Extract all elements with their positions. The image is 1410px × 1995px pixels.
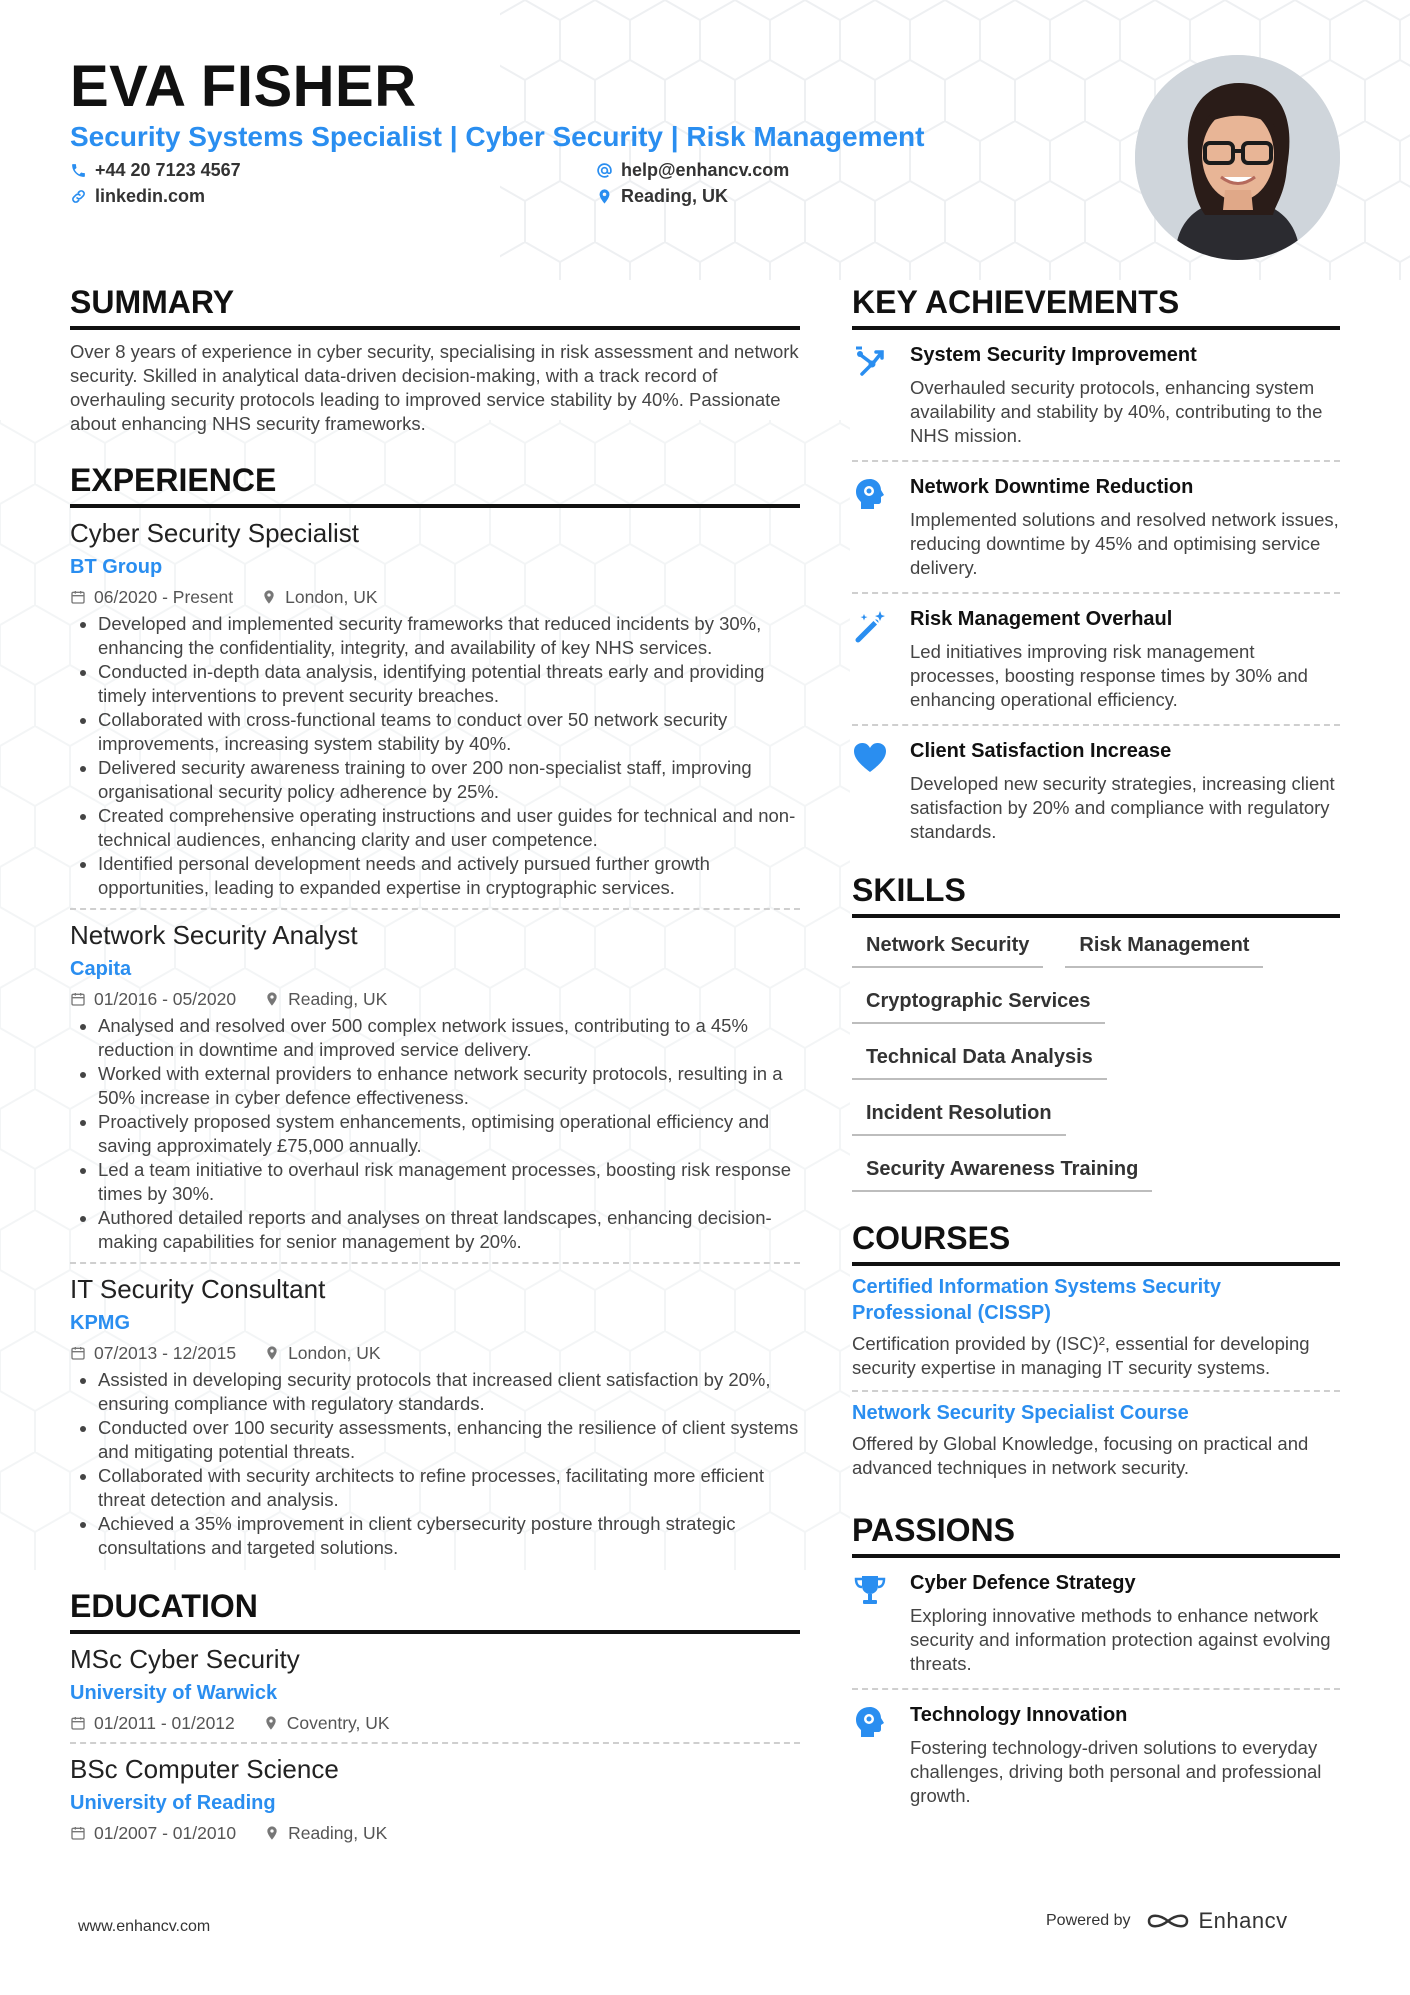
degree-title: MSc Cyber Security [70,1644,300,1674]
bullet-item: • Led a team initiative to overhaul risk management processes, boosting risk response times by 30%. [98,1158,800,1206]
bullet-item: • Created comprehensive operating instructions and user guides for technical and non-technical audiences, enhancing clarity and user competence. [98,804,800,852]
candidate-name: EVA FISHER [70,54,417,119]
course-title: Certified Information Systems Security Professional (CISSP) [852,1276,1221,1324]
job-title: IT Security Consultant [70,1274,326,1304]
footer-branding [1046,1908,1288,1934]
job-meta [70,586,800,608]
passion-desc: Exploring innovative methods to enhance network security and information protection against evolving threats. [910,1605,1331,1674]
job-entry [70,516,800,910]
summary-text: Over 8 years of experience in cyber security, specialising in risk assessment and network security. Skilled in analytical data-driven decision-making, with a track record of overhauling security protocols leading to improved service stability by 40%. Passionate about enhancing NHS security frameworks. [70,341,799,434]
left-column [70,282,800,1852]
calendar-icon [70,991,86,1007]
achievement-title: Risk Management Overhaul [910,608,1173,630]
bullet-item: • Assisted in developing security protocols that increased client satisfaction by 20%, ensuring compliance with regulatory standards. [98,1368,800,1416]
bullet-item: • Developed and implemented security frameworks that reduced incidents by 30%, enhancing the confidentiality, integrity, and availability of key NHS services. [98,612,800,660]
enhancv-logo-icon [1145,1909,1191,1933]
footer-website-link[interactable]: www.enhancv.com [78,1918,211,1935]
job-meta [70,988,800,1010]
education-dates: 01/2007 - 01/2010 [94,1823,237,1843]
bullet-item: • Analysed and resolved over 500 complex network issues, contributing to a 45% reduction in downtime and improved service delivery. [98,1014,800,1062]
experience-section [70,460,800,1568]
trophy-icon [852,1572,888,1608]
location-pin-icon [264,1345,280,1361]
course-desc: Certification provided by (ISC)², essential for developing security expertise in managing IT security systems. [852,1333,1310,1378]
contact-linkedin[interactable] [70,184,205,208]
bullet-item: • Collaborated with security architects to refine processes, facilitating more efficient threat detection and analysis. [98,1464,800,1512]
achievement-desc: Led initiatives improving risk management processes, boosting response times by 30% and enhancing operational efficiency. [910,641,1308,710]
summary-section [70,282,800,436]
bullet-item: • Identified personal development needs and actively pursued further growth opportunities, leading to expanded expertise in cryptographic services. [98,852,800,900]
phone-icon [70,162,87,179]
bullet-item: • Conducted over 100 security assessments, enhancing the resilience of client systems and mitigating potential threats. [98,1416,800,1464]
brand-name: Enhancv [1198,1908,1288,1933]
course-desc: Offered by Global Knowledge, focusing on practical and advanced techniques in network security. [852,1433,1309,1478]
bullet-item: • Authored detailed reports and analyses on threat landscapes, enhancing decision-making capabilities for senior management by 20%. [98,1206,800,1254]
job-meta [70,1342,800,1364]
calendar-icon [70,1345,86,1361]
skill-tag: Cryptographic Services [852,988,1105,1024]
location-pin-icon [261,589,277,605]
phone-text: +44 20 7123 4567 [95,160,241,180]
right-column [852,282,1340,1820]
education-entry [70,1642,800,1744]
education-meta [70,1822,800,1844]
location-pin-icon [264,991,280,1007]
passion-item [852,1558,1340,1690]
education-section [70,1586,800,1852]
network-arrow-icon [852,344,888,380]
education-meta [70,1712,800,1734]
contact-email[interactable] [596,158,789,182]
bullet-item: • Conducted in-depth data analysis, identifying potential threats early and providing timely interventions to prevent security breaches. [98,660,800,708]
bullet-item: • Worked with external providers to enhance network security protocols, resulting in a 50% increase in cyber defence effectiveness. [98,1062,800,1110]
achievement-desc: Developed new security strategies, increasing client satisfaction by 20% and compliance with regulatory standards. [910,773,1335,842]
achievement-title: Network Downtime Reduction [910,476,1194,498]
job-location: London, UK [285,587,378,607]
person-avatar-icon [1135,55,1340,260]
link-icon [70,188,87,205]
skills-section [852,870,1340,1192]
calendar-icon [70,1715,86,1731]
course-title: Network Security Specialist Course [852,1402,1189,1424]
achievement-item [852,330,1340,462]
job-bullets [70,1014,800,1254]
bullet-item: • Collaborated with cross-functional teams to conduct over 50 network security improvements, increasing system stability by 40%. [98,708,800,756]
at-icon [596,162,613,179]
bullet-item: • Achieved a 35% improvement in client cybersecurity posture through strategic consultations and targeted solutions. [98,1512,800,1560]
achievement-item [852,726,1340,856]
magic-wand-icon [852,608,888,644]
passion-item [852,1690,1340,1820]
job-title: Cyber Security Specialist [70,518,359,548]
skills-heading: SKILLS [852,870,1340,918]
education-location: Coventry, UK [286,1713,390,1733]
achievement-title: Client Satisfaction Increase [910,740,1172,762]
achievement-desc: Implemented solutions and resolved network issues, reducing downtime by 45% and optimising service delivery. [910,509,1339,578]
passion-desc: Fostering technology-driven solutions to everyday challenges, driving both personal and professional growth. [910,1737,1322,1806]
education-location: Reading, UK [288,1823,388,1843]
job-location: London, UK [288,1343,381,1363]
courses-heading: COURSES [852,1218,1340,1266]
bullet-item: • Delivered security awareness training to over 200 non-specialist staff, improving organisational security policy adherence by 25%. [98,756,800,804]
education-dates: 01/2011 - 01/2012 [94,1713,235,1733]
heart-icon [852,740,888,776]
linkedin-text: linkedin.com [95,186,206,206]
head-idea-icon [852,1704,888,1740]
passion-title: Technology Innovation [910,1704,1128,1726]
skill-tag: Security Awareness Training [852,1156,1152,1192]
experience-heading: EXPERIENCE [70,460,800,508]
job-bullets [70,612,800,900]
email-text: help@enhancv.com [621,160,790,180]
education-entry [70,1752,800,1852]
skill-tag: Technical Data Analysis [852,1044,1107,1080]
achievements-heading: KEY ACHIEVEMENTS [852,282,1340,330]
job-dates: 06/2020 - Present [94,587,234,607]
powered-by-label: Powered by [1046,1912,1131,1929]
education-heading: EDUCATION [70,1586,800,1634]
achievement-item [852,462,1340,594]
skill-tag: Network Security [852,932,1043,968]
location-pin-icon [263,1715,279,1731]
achievement-title: System Security Improvement [910,344,1197,366]
passions-section [852,1510,1340,1820]
skills-list [852,932,1340,1192]
degree-title: BSc Computer Science [70,1754,339,1784]
achievement-desc: Overhauled security protocols, enhancing system availability and stability by 40%, contributing to the NHS mission. [910,377,1323,446]
job-bullets [70,1368,800,1560]
skill-tag: Incident Resolution [852,1100,1066,1136]
profile-photo [1135,55,1340,260]
company-name: Capita [70,958,132,980]
company-name: BT Group [70,556,163,578]
company-name: KPMG [70,1312,130,1334]
enhancv-brand-link[interactable] [1145,1908,1288,1934]
bullet-item: • Proactively proposed system enhancements, optimising operational efficiency and saving approximately £75,000 annually. [98,1110,800,1158]
summary-heading: SUMMARY [70,282,800,330]
achievements-section [852,282,1340,856]
job-entry [70,1272,800,1568]
job-entry [70,918,800,1264]
course-item [852,1392,1340,1490]
courses-section [852,1218,1340,1490]
location-text: Reading, UK [621,186,729,206]
contact-phone[interactable] [70,158,241,182]
achievement-item [852,594,1340,726]
school-name: University of Reading [70,1792,276,1814]
contact-location [596,184,728,208]
location-pin-icon [596,188,613,205]
location-pin-icon [264,1825,280,1841]
calendar-icon [70,589,86,605]
headline: Security Systems Specialist | Cyber Security | Risk Management [70,121,925,152]
head-idea-icon [852,476,888,512]
passion-title: Cyber Defence Strategy [910,1572,1136,1594]
calendar-icon [70,1825,86,1841]
passions-heading: PASSIONS [852,1510,1340,1558]
job-title: Network Security Analyst [70,920,358,950]
job-dates: 01/2016 - 05/2020 [94,989,237,1009]
job-dates: 07/2013 - 12/2015 [94,1343,237,1363]
skill-tag: Risk Management [1065,932,1263,968]
course-item [852,1266,1340,1392]
school-name: University of Warwick [70,1682,278,1704]
job-location: Reading, UK [288,989,388,1009]
